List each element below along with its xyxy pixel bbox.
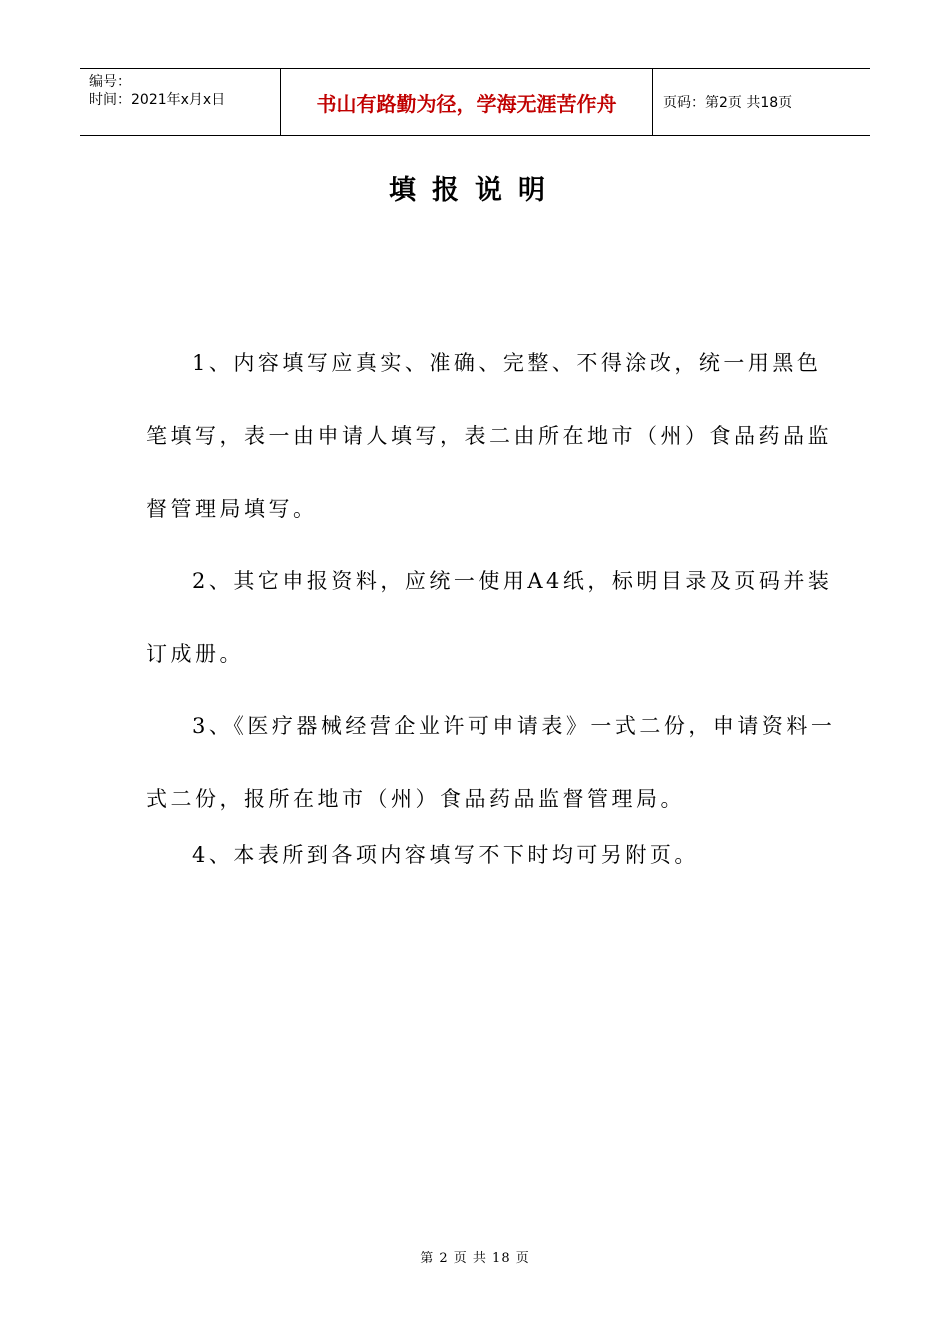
header-motto: 书山有路勤为径，学海无涯苦作舟	[281, 69, 653, 135]
paragraph-1: 1、内容填写应真实、准确、完整、不得涂改，统一用黑色笔填写，表一由申请人填写，表二由所在地市（州）食品药品监督管理局填写。	[146, 351, 832, 521]
paragraph-3: 3、《医疗器械经营企业许可申请表》一式二份，申请资料一式二份，报所在地市（州）食品药品监督管理局。	[146, 714, 836, 811]
time-label: 时间：2021年x月x日	[89, 92, 226, 108]
page-title: 填报说明	[389, 175, 561, 206]
header-meta	[80, 69, 281, 135]
number-label: 编号：	[89, 74, 131, 90]
paragraph-4: 4、本表所到各项内容填写不下时均可另附页。	[192, 843, 699, 867]
page-header	[80, 68, 870, 136]
header-page-info: 页码：第2页 共18页	[663, 95, 793, 111]
paragraph-2: 2、其它申报资料，应统一使用A4纸，标明目录及页码并装订成册。	[146, 569, 833, 666]
page-footer: 第 2 页 共 18 页	[420, 1251, 530, 1266]
